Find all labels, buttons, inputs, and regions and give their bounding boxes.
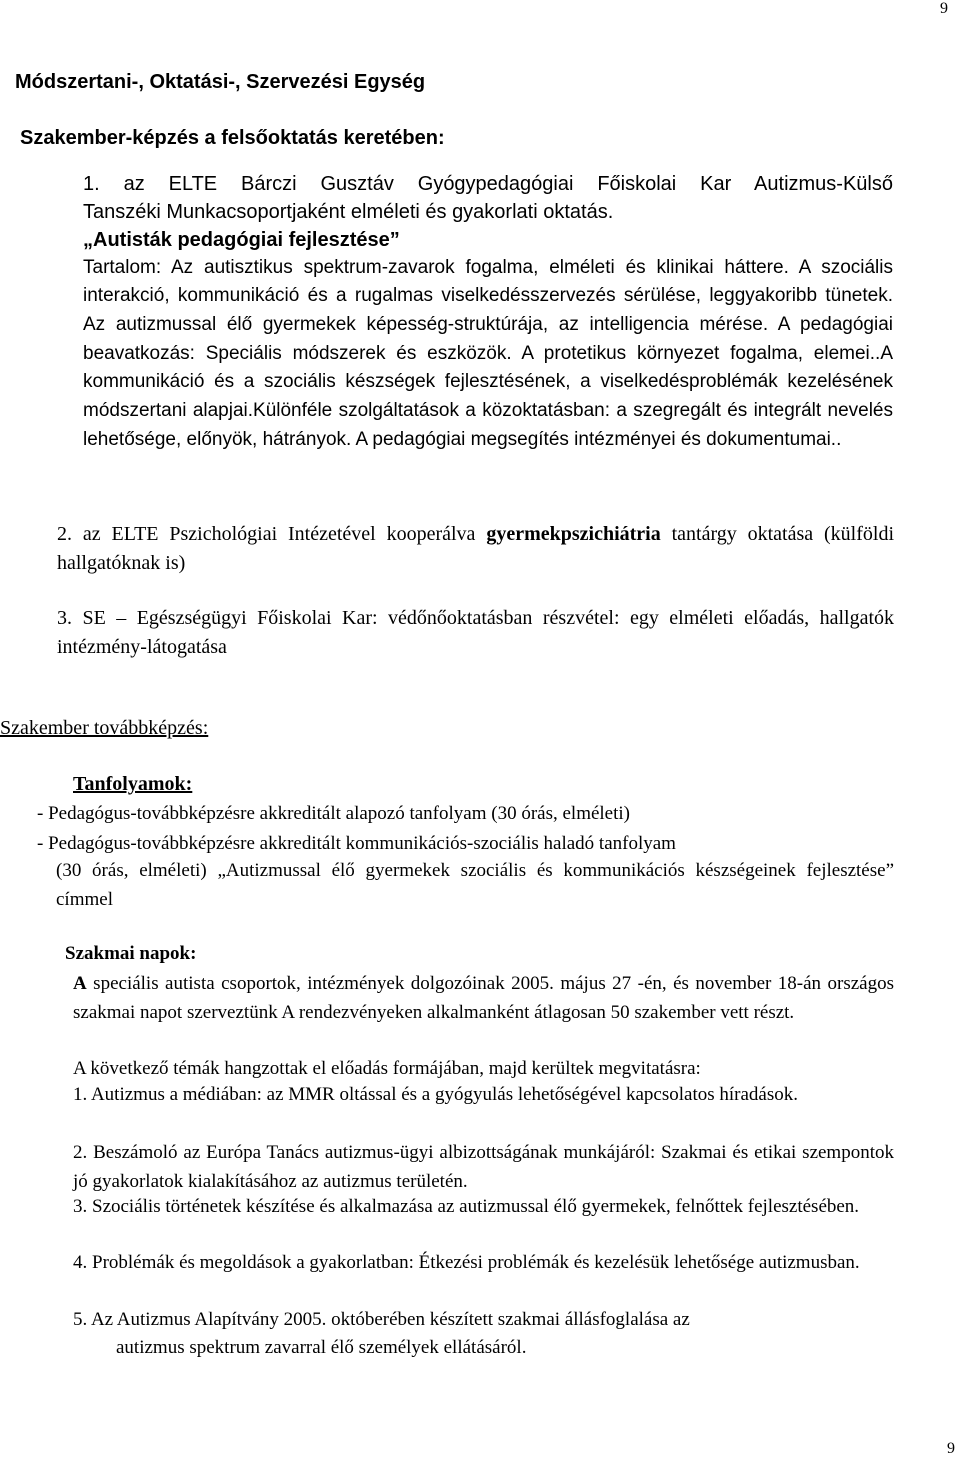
course-content: Tartalom: Az autisztikus spektrum-zavarok fogalma, elméleti és klinikai háttere. A szociális interakció, kommunikáció és a rugalmas viselkedésszervezés sérülése, leggyakoribb tünetek. Az autizmussal élő gyermekek képesség-struktúrája, az intelligencia mérése. A pedagógiai beavatkozás: Speciális módszerek és eszközök. A protetikus környezet fogalma, elemei..A kommunikáció és a szociális készségek fejlesztésének, a viselkedésproblémák kezelésének módszertani alapjai.Különféle szolgáltatások a közoktatásban: a szegregált és integrált nevelés lehetősége, előnyök, hátrányok. A pedagógiai megsegítés intézményei és dokumentumai.. [83,256,893,450]
topic-item-4: 4. Problémák és megoldások a gyakorlatban: Étkezési problémák és kezelésük lehetősége autizmusban. [73,1252,860,1273]
item2-text: 2. az ELTE Pszichológiai Intézetével kooperálva [57,523,487,545]
course-item-2: - Pedagógus-továbbképzésre akkreditált kommunikációs-szociális haladó tanfolyam [37,833,676,854]
unit-heading: Módszertani-, Oktatási-, Szervezési Egység [15,71,426,93]
item1-line1: 1. az ELTE Bárczi Gusztáv Gyógypedagógiai Főiskolai Kar Autizmus-Külső [83,173,893,195]
training-item-1 [83,170,893,454]
training-heading: Szakember-képzés a felsőoktatás keretében: [20,127,445,149]
topics-intro: A következő témák hangzottak el előadás formájában, majd kerültek megvitatásra: [73,1058,701,1079]
professional-days-heading: Szakmai napok: [65,943,197,964]
item1-line2: Tanszéki Munkacsoportjaként elméleti és gyakorlati oktatás. [83,201,614,223]
course-item-2-detail: (30 órás, elméleti) „Autizmussal élő gyermekek szociális és kommunikációs készségeinek fejlesztése” címmel [56,860,894,910]
intro-text: speciális autista csoportok, intézmények dolgozóinak 2005. május 27 -én, és november 18-án országos szakmai napot szerveztünk A rendezvényeken alkalmanként átlagosan 50 szakember vett részt. [73,973,894,1023]
page-number-top: 9 [940,0,948,17]
further-training-heading: Szakember továbbképzés: [0,717,209,739]
intro-initial: A [73,973,87,994]
topic-item-1: 1. Autizmus a médiában: az MMR oltással és a gyógyulás lehetőségével kapcsolatos híradások. [73,1084,798,1105]
topic-item-2: 2. Beszámoló az Európa Tanács autizmus-ügyi albizottságának munkájáról: Szakmai és etikai szempontok jó gyakorlatok kialakításához az autizmus területén. [73,1142,894,1192]
item2-subject: gyermekpszichiátria [486,523,661,545]
course-item-1: - Pedagógus-továbbképzésre akkreditált alapozó tanfolyam (30 órás, elméleti) [37,803,630,824]
training-item-3: 3. SE – Egészségügyi Főiskolai Kar: védőnőoktatásban részvétel: egy elméleti előadás, hallgatók intézmény-látogatása [57,607,894,658]
professional-days-intro [73,970,894,1027]
topic-item-5: 5. Az Autizmus Alapítvány 2005. októberében készített szakmai állásfoglalása az [73,1309,690,1330]
topic-item-3: 3. Szociális történetek készítése és alkalmazása az autizmussal élő gyermekek, felnőttek fejlesztésében. [73,1196,860,1217]
courses-heading: Tanfolyamok: [73,773,193,795]
item2-text-end: tantárgy oktatása (külföldi hallgatóknak is) [57,523,894,574]
course-title: „Autisták pedagógiai fejlesztése” [83,229,400,251]
topic-item-5-cont: autizmus spektrum zavarral élő személyek ellátásáról. [116,1337,527,1358]
training-item-2 [57,520,894,578]
page-number-bottom: 9 [947,1440,955,1457]
